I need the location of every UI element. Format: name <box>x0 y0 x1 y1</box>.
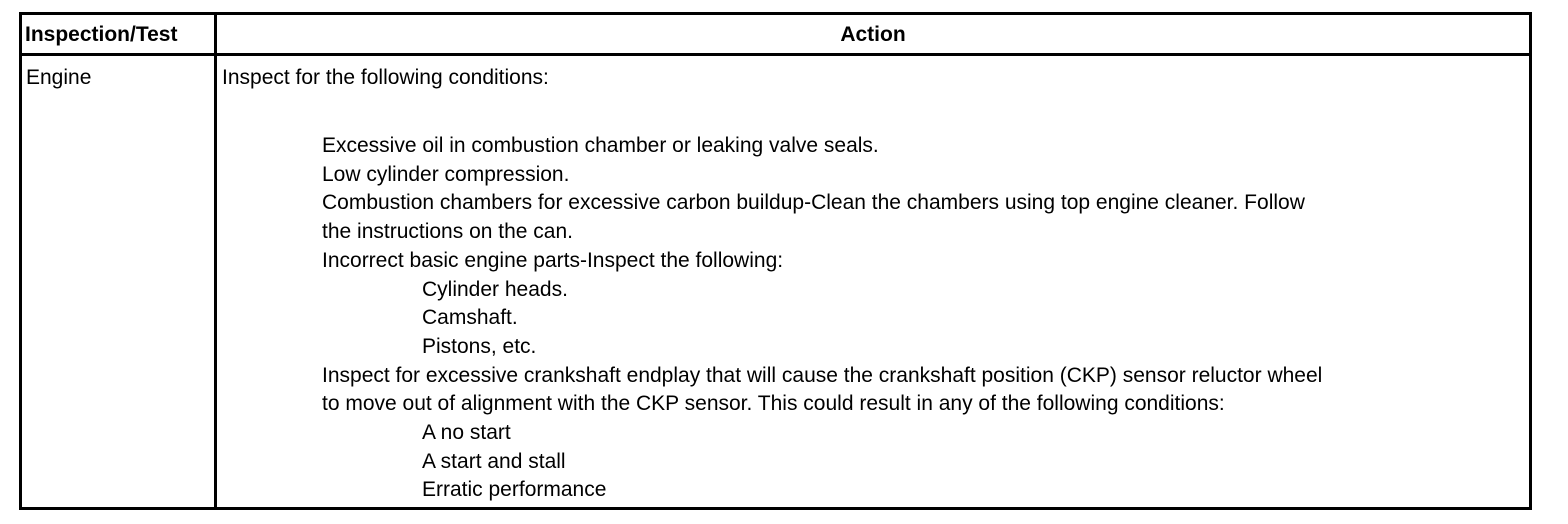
inspection-cell: Engine <box>26 66 92 89</box>
condition-item-line: the instructions on the can. <box>322 220 573 244</box>
condition-item-line: Combustion chambers for excessive carbon buildup-Clean the chambers using top engine cleaner. Follow <box>322 191 1305 215</box>
sub-item: Cylinder heads. <box>422 277 568 301</box>
column-divider <box>214 15 217 507</box>
header-inspection-test: Inspection/Test <box>25 23 178 46</box>
conditions-list <box>322 132 1522 505</box>
sub-item: A start and stall <box>422 449 566 473</box>
sub-item: Pistons, etc. <box>422 334 537 358</box>
condition-item-line: Inspect for excessive crankshaft endplay that will cause the crankshaft position (CKP) sensor reluctor wheel <box>322 363 1323 387</box>
action-intro: Inspect for the following conditions: <box>222 66 549 89</box>
condition-item: Low cylinder compression. <box>322 162 570 186</box>
condition-item: Incorrect basic engine parts-Inspect the following: <box>322 248 784 272</box>
header-action: Action <box>840 23 906 46</box>
condition-item-line: to move out of alignment with the CKP sensor. This could result in any of the following conditions: <box>322 392 1225 416</box>
condition-item: Excessive oil in combustion chamber or leaking valve seals. <box>322 134 879 157</box>
sub-item: Camshaft. <box>422 306 518 330</box>
sub-item: A no start <box>422 421 511 445</box>
header-divider <box>22 53 1529 56</box>
sub-item: Erratic performance <box>422 478 607 502</box>
diagnostic-table <box>19 12 1532 510</box>
